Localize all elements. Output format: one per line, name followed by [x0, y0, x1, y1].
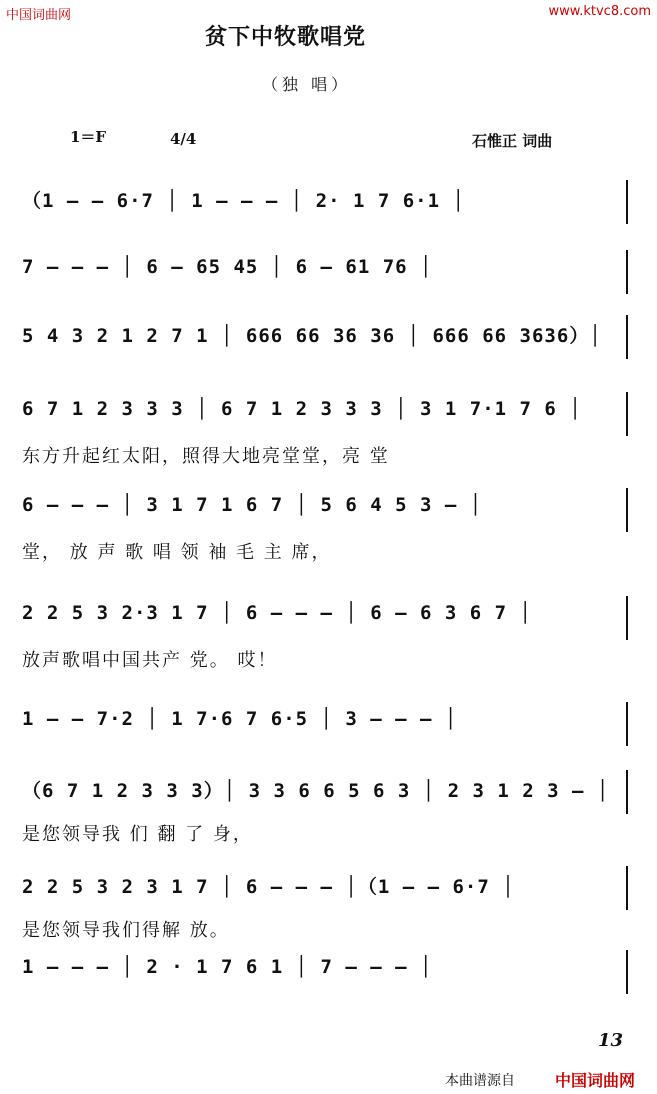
key-signature: 1＝F: [70, 128, 107, 146]
barline: [626, 950, 628, 994]
barline: [626, 702, 628, 746]
notation-line: 1 — — — │ 2 · 1 7 6 1 │ 7 — — — │: [22, 956, 433, 978]
watermark-right: www.ktvc8.com: [548, 4, 651, 19]
lyric-line: 是您领导我 们 翻 了 身，: [22, 824, 253, 845]
notation-line: （1 — — 6·7 │ 1 — — — │ 2· 1 7 6·1 │: [22, 190, 465, 212]
notation-line: 7 — — — │ 6 — 65 45 │ 6 — 61 76 │: [22, 256, 433, 278]
notation-line: 1 — — 7·2 │ 1 7·6 7 6·5 │ 3 — — — │: [22, 708, 458, 730]
notation-line: 2 2 5 3 2 3 1 7 │ 6 — — — │（1 — — 6·7 │: [22, 876, 515, 898]
barline: [626, 596, 628, 640]
watermark-left: 中国词曲网: [6, 8, 72, 23]
barline: [626, 488, 628, 532]
footer-text: 本曲谱源自: [445, 1073, 515, 1089]
time-signature: 4/4: [170, 130, 197, 148]
author-credit: 石惟正 词曲: [472, 132, 553, 150]
notation-line: 6 — — — │ 3 1 7 1 6 7 │ 5 6 4 5 3 — │: [22, 494, 483, 516]
lyric-line: 堂， 放 声 歌 唱 领 袖 毛 主 席，: [22, 542, 332, 563]
barline: [626, 315, 628, 359]
notation-line: 6 7 1 2 3 3 3 │ 6 7 1 2 3 3 3 │ 3 1 7·1 7 6 │: [22, 398, 582, 420]
song-subtitle: （独 唱）: [262, 75, 352, 94]
barline: [626, 392, 628, 436]
barline: [626, 250, 628, 294]
lyric-line: 东方升起红太阳，照得大地亮堂堂，亮 堂: [22, 446, 390, 467]
barline: [626, 770, 628, 814]
barline: [626, 866, 628, 910]
notation-line: 2 2 5 3 2·3 1 7 │ 6 — — — │ 6 — 6 3 6 7 │: [22, 602, 532, 624]
notation-line: （6 7 1 2 3 3 3）│ 3 3 6 6 5 6 3 │ 2 3 1 2 3 — │: [22, 780, 610, 802]
notation-line: 5 4 3 2 1 2 7 1 │ 666 66 36 36 │ 666 66 3636）│: [22, 325, 602, 347]
footer-brand: 中国词曲网: [555, 1071, 636, 1090]
song-title: 贫下中牧歌唱党: [205, 25, 367, 50]
page-number: 13: [598, 1030, 624, 1051]
lyric-line: 放声歌唱中国共产 党。 哎！: [22, 650, 278, 671]
barline: [626, 180, 628, 224]
lyric-line: 是您领导我们得解 放。: [22, 920, 230, 941]
